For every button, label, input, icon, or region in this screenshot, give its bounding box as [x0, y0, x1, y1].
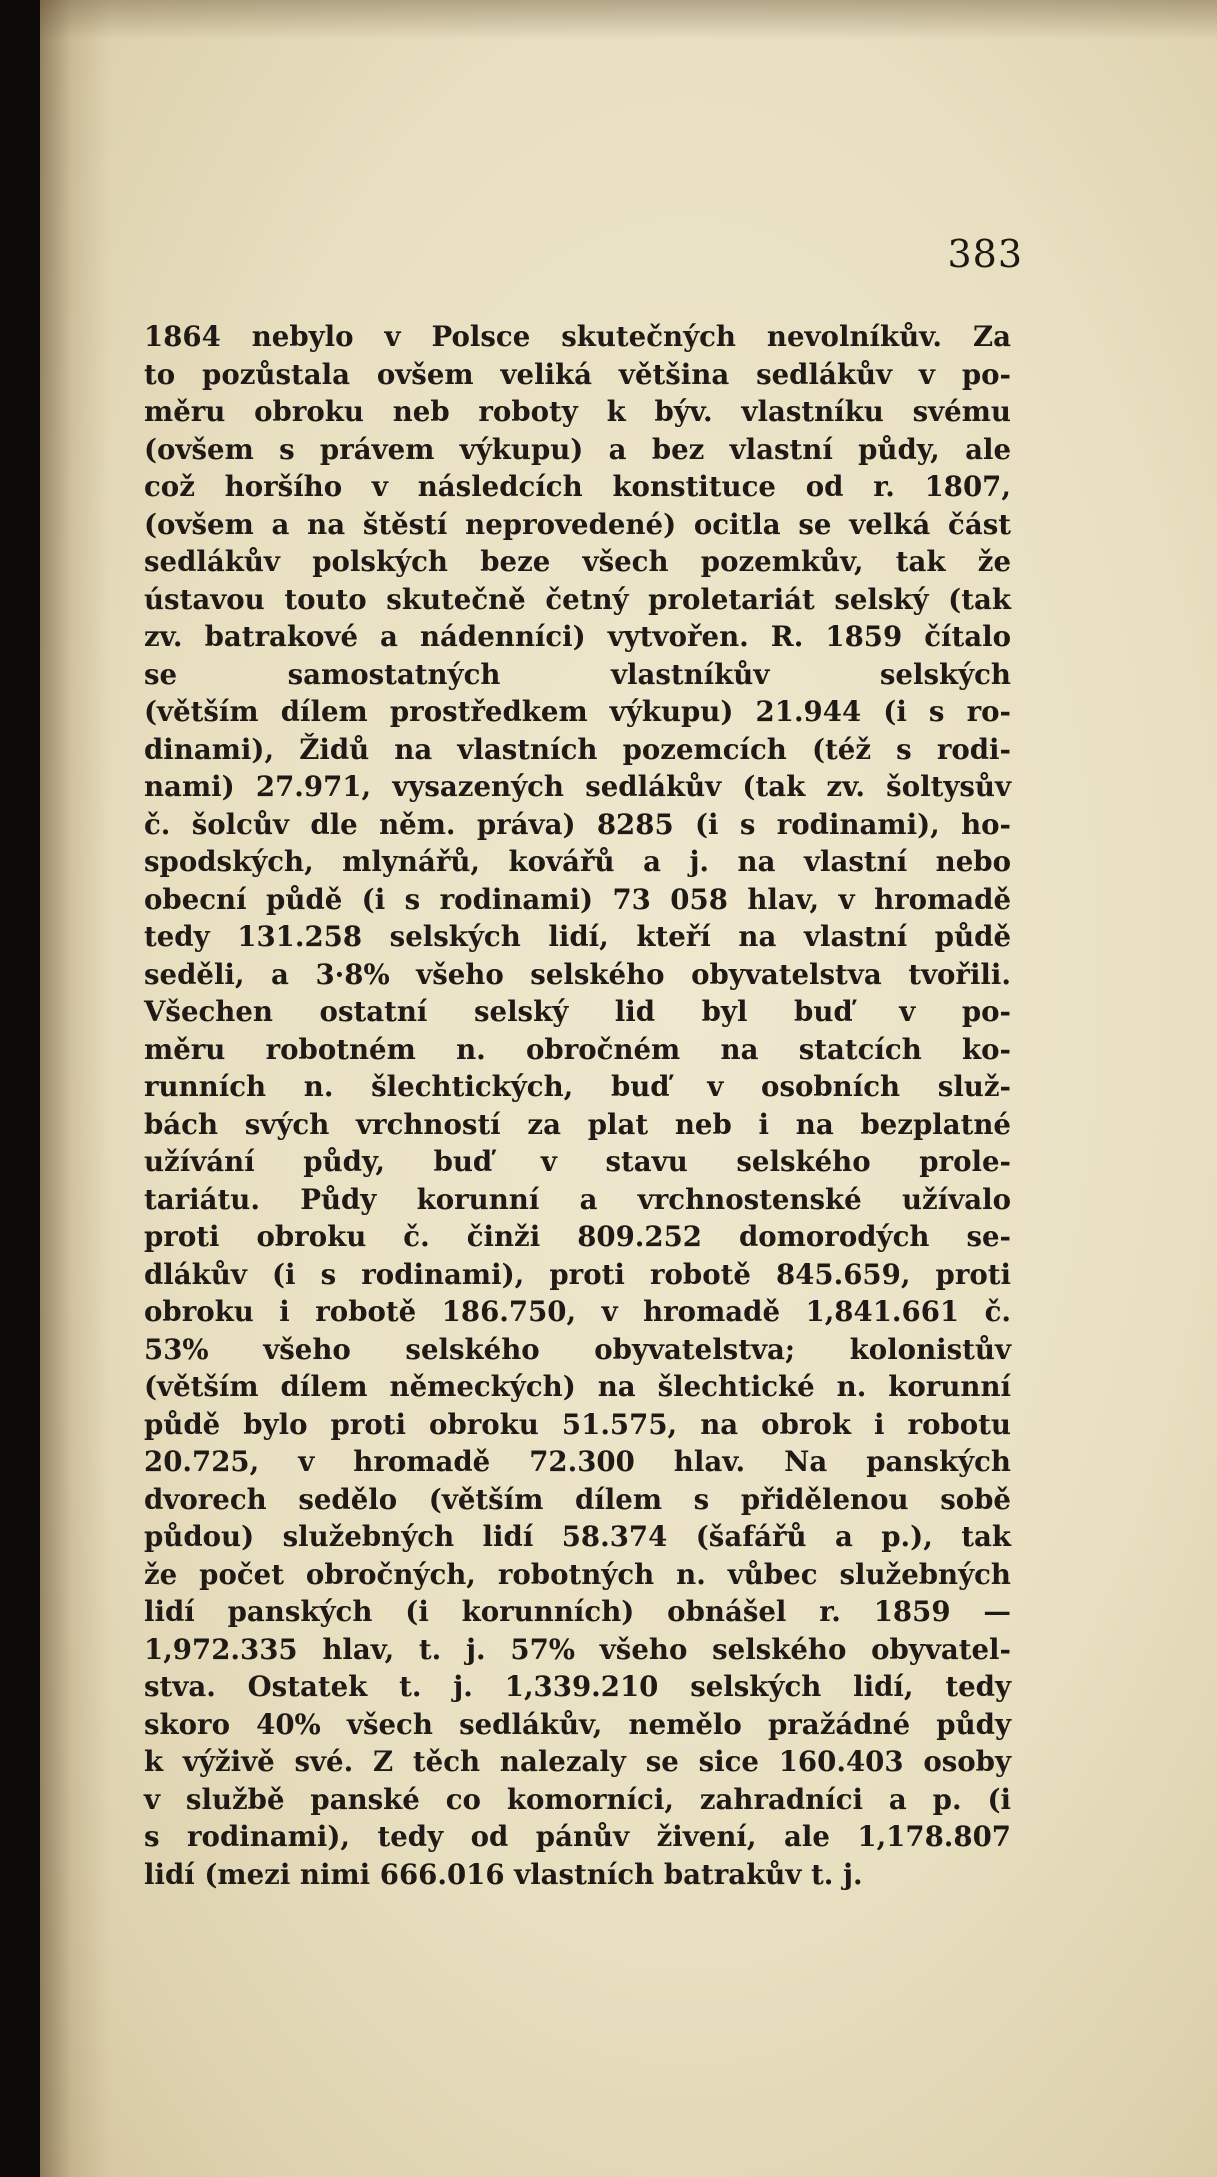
- text-line: nami) 27.971, vysazených sedlákův (tak zv. šoltysův: [144, 770, 1011, 803]
- text-line: měru obroku neb roboty k býv. vlastníku svému: [144, 395, 1011, 428]
- text-line: to pozůstala ovšem veliká většina sedlákův v po-: [144, 357, 1011, 391]
- text-line: užívání půdy, buď v stavu selského prole-: [144, 1145, 1011, 1178]
- text-line: obroku i robotě 186.750, v hromadě 1,841.661 č.: [144, 1295, 1011, 1328]
- text-line: skoro 40% všech sedlákův, nemělo pražádné půdy: [144, 1707, 1011, 1741]
- text-line: seděli, a 3·8% všeho selského obyvatelstva tvořili.: [144, 957, 1011, 991]
- text-line: s rodinami), tedy od pánův živení, ale 1,178.807: [144, 1820, 1011, 1853]
- text-line: (větším dílem prostředkem výkupu) 21.944 (i s ro-: [144, 695, 1011, 728]
- text-line: k výživě své. Z těch nalezaly se sice 160.403 osoby: [144, 1745, 1011, 1778]
- text-line: dinami), Židů na vlastních pozemcích (též s rodi-: [144, 732, 1011, 766]
- top-edge-shadow: [40, 0, 1217, 40]
- text-line: 53% všeho selského obyvatelstva; kolonistův: [144, 1332, 1011, 1366]
- text-line: Všechen ostatní selský lid byl buď v po-: [144, 995, 1011, 1028]
- text-line: že počet obročných, robotných n. vůbec služebných: [144, 1557, 1011, 1591]
- book-page: [40, 0, 1217, 2177]
- body-text: [144, 318, 1011, 1893]
- text-line: 1864 nebylo v Polsce skutečných nevolníkův. Za: [144, 320, 1011, 353]
- text-line: se samostatných vlastníkův selských: [144, 657, 1011, 691]
- text-line: což horšího v následcích konstituce od r. 1807,: [144, 470, 1011, 503]
- text-line: půdě bylo proti obroku 51.575, na obrok i robotu: [144, 1407, 1011, 1441]
- page-number: 383: [947, 232, 1023, 276]
- text-line: lidí panských (i korunních) obnášel r. 1859 —: [144, 1595, 1011, 1628]
- text-line: sedlákův polských beze všech pozemkův, tak že: [144, 545, 1011, 578]
- text-line: runních n. šlechtických, buď v osobních služ-: [144, 1070, 1011, 1103]
- text-line: obecní půdě (i s rodinami) 73 058 hlav, v hromadě: [144, 882, 1011, 916]
- text-line: proti obroku č. činži 809.252 domorodých se-: [144, 1220, 1011, 1253]
- text-line: spodských, mlynářů, kovářů a j. na vlastní nebo: [144, 845, 1011, 878]
- text-line: v službě panské co komorníci, zahradníci a p. (i: [144, 1782, 1011, 1816]
- text-line: (ovšem s právem výkupu) a bez vlastní půdy, ale: [144, 432, 1011, 466]
- text-line: lidí (mezi nimi 666.016 vlastních batrakův t. j.: [144, 1857, 863, 1891]
- text-line: (ovšem a na štěstí neprovedené) ocitla se velká část: [144, 507, 1011, 541]
- text-line: 20.725, v hromadě 72.300 hlav. Na panských: [144, 1445, 1011, 1478]
- text-line: dlákův (i s rodinami), proti robotě 845.659, proti: [144, 1257, 1011, 1291]
- text-line: bách svých vrchností za plat neb i na bezplatné: [144, 1107, 1011, 1141]
- text-line: půdou) služebných lidí 58.374 (šafářů a p.), tak: [144, 1520, 1011, 1553]
- text-line: ústavou touto skutečně četný proletariát selský (tak: [144, 582, 1011, 616]
- text-line: 1,972.335 hlav, t. j. 57% všeho selského obyvatel-: [144, 1632, 1011, 1666]
- text-line: tedy 131.258 selských lidí, kteří na vlastní půdě: [144, 920, 1011, 953]
- text-line: č. šolcův dle něm. práva) 8285 (i s rodinami), ho-: [144, 807, 1011, 841]
- text-line: dvorech sedělo (větším dílem s přidělenou sobě: [144, 1482, 1011, 1516]
- text-line: měru robotném n. obročném na statcích ko-: [144, 1032, 1011, 1066]
- text-line: stva. Ostatek t. j. 1,339.210 selských lidí, tedy: [144, 1670, 1011, 1703]
- text-line: zv. batrakové a nádenníci) vytvořen. R. 1859 čítalo: [144, 620, 1011, 653]
- spine-shadow: [40, 0, 110, 2177]
- text-line: (větším dílem německých) na šlechtické n. korunní: [144, 1370, 1011, 1403]
- text-line: tariátu. Půdy korunní a vrchnostenské užívalo: [144, 1182, 1011, 1216]
